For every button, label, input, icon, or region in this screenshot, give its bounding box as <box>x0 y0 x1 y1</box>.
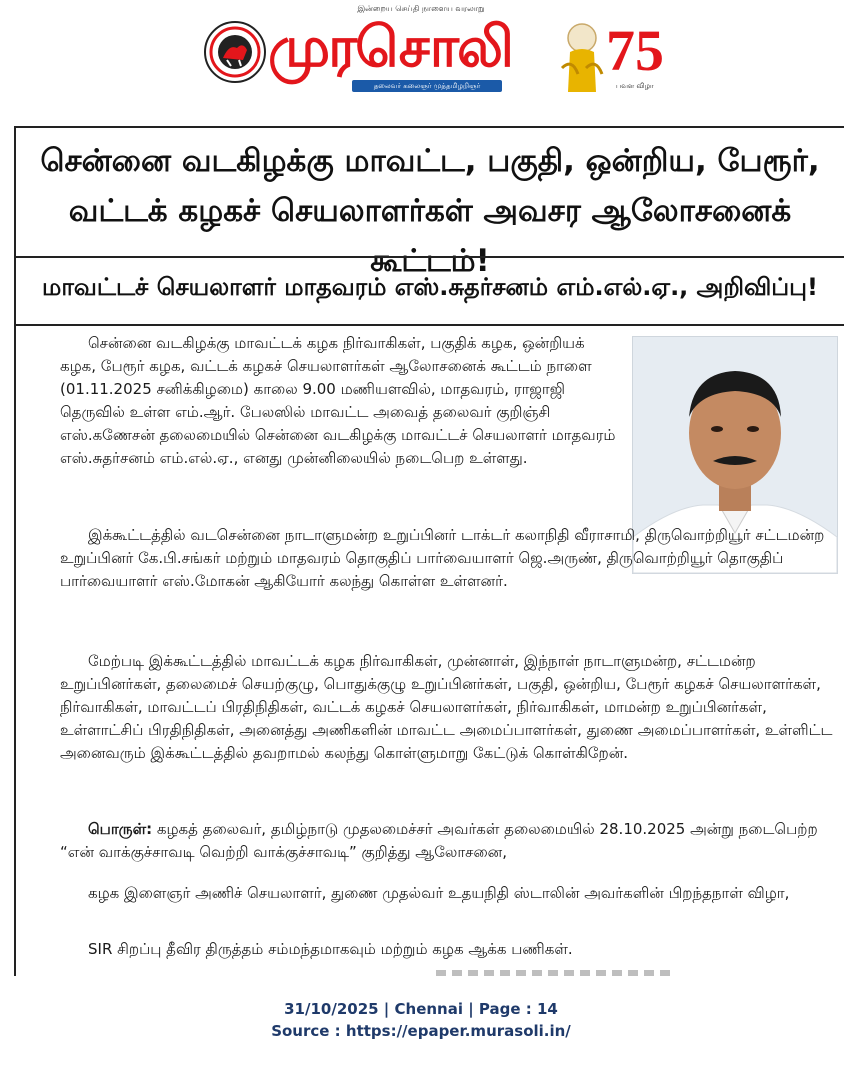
masthead <box>0 0 842 112</box>
paragraph-3: மேற்படி இக்கூட்டத்தில் மாவட்டக் கழக நிர்வாகிகள், முன்னாள், இந்நாள் நாடாளுமன்ற, சட்டமன்ற உறுப்பினர்கள், தலைமைச் செயற்குழு, பொதுக்குழு உறுப்பினர்கள், பகுதி, ஒன்றிய, பேரூர் கழகச் செயலாளர்கள், நிர்வாகிகள், மாவட்டப் பிரதிநிதிகள், வட்டக் கழகச் செயலாளர்கள், நிர்வாகிகள், மாமன்ற உறுப்பினர்கள், உள்ளாட்சிப் பிரதிநிதிகள், அனைத்து அணிகளின் மாவட்ட அமைப்பாளர்கள், துணை அமைப்பாளர்கள், உள்ளிட்ட அனைவரும் இக்கூட்டத்தில் தவறாமல் கலந்து கொள்ளுமாறு கேட்டுக் கொள்கிறேன். <box>60 652 833 762</box>
headline-line-1: சென்னை வடகிழக்கு மாவட்ட, பகுதி, ஒன்றிய, பேரூர், <box>40 143 820 179</box>
headline-divider <box>16 256 844 258</box>
paragraph-4 <box>60 818 836 864</box>
anniversary-subtitle: பவள விழா <box>616 82 654 90</box>
paragraph-1: சென்னை வடகிழக்கு மாவட்டக் கழக நிர்வாகிகள், பகுதிக் கழக, ஒன்றியக் கழக, பேரூர் கழக, வட்டக் கழகச் செயலாளர்கள் ஆலோசனைக் கூட்டம் நாளை (01.11.2025 சனிக்கிழமை) காலை 9.00 மணியளவில், மாதவரம், ராஜாஜி தெருவில் உள்ள எம்.ஆர். பேலஸில் மாவட்ட அவைத் தலைவர் குறிஞ்சி எஸ்.கணேசன் தலைமையில் சென்னை வடகிழக்கு மாவட்டச் செயலாளர் மாதவரம் எஸ்.சுதர்சனம் எம்.எல்.ஏ., எனது முன்னிலையில் நடைபெற உள்ளது. <box>60 334 616 467</box>
paragraph-6: SIR சிறப்பு தீவிர திருத்தம் சம்மந்தமாகவும் மற்றும் கழக ஆக்க பணிகள். <box>88 940 573 958</box>
article <box>14 126 844 976</box>
clipped-text-remnant <box>436 970 676 976</box>
newspaper-logo: முரசொலி <box>268 15 512 80</box>
subheadline-divider <box>16 324 844 326</box>
footer-source: Source : https://epaper.murasoli.in/ <box>271 1022 571 1040</box>
anniversary-number: 75 <box>606 18 664 83</box>
subject-text: கழகத் தலைவர், தமிழ்நாடு முதலமைச்சர் அவர்கள் தலைமையில் 28.10.2025 அன்று நடைபெற்ற “என் வாக்குச்சாவடி வெற்றி வாக்குச்சாவடி” குறித்து ஆலோசனை, <box>60 820 818 861</box>
logo-subtitle-band: தலைவர் கலைஞர் முத்தமிழறிஞர் <box>352 80 502 92</box>
masthead-tagline: இன்றைய செய்தி நாளைய வரலாறு <box>357 4 485 13</box>
paragraph-5: கழக இளைஞர் அணிச் செயலாளர், துணை முதல்வர் உதயநிதி ஸ்டாலின் அவர்களின் பிறந்தநாள் விழா, <box>88 884 790 902</box>
paragraph-2: இக்கூட்டத்தில் வடசென்னை நாடாளுமன்ற உறுப்பினர் டாக்டர் கலாநிதி வீராசாமி, திருவொற்றியூர் சட்டமன்ற உறுப்பினர் கே.பி.சங்கர் மற்றும் மாதவரம் தொகுதிப் பார்வையாளர் ஜெ.அருண், திருவொற்றியூர் தொகுதிப் பார்வையாளர் எஸ்.மோகன் ஆகியோர் கலந்து கொள்ள உள்ளனர். <box>60 526 825 590</box>
anniversary-75-emblem <box>556 8 664 100</box>
headline <box>16 136 844 286</box>
party-emblem-icon <box>203 20 267 84</box>
headline-line-2: வட்டக் கழகச் செயலாளர்கள் அவசர ஆலோசனைக் கூட்டம்! <box>68 193 792 279</box>
subheadline: மாவட்டச் செயலாளர் மாதவரம் எஸ்.சுதர்சனம் எம்.எல்.ஏ., அறிவிப்பு! <box>42 273 818 301</box>
footer-date-page: 31/10/2025 | Chennai | Page : 14 <box>284 1000 558 1018</box>
subject-label: பொருள்: <box>88 820 153 838</box>
